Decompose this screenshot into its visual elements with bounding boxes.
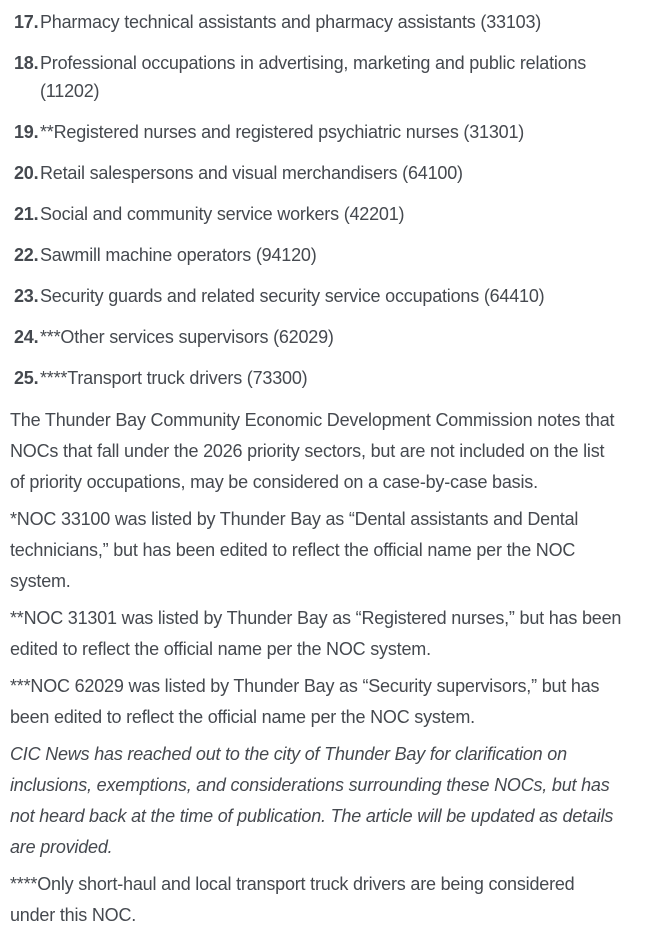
list-item-text: Professional occupations in advertising, marketing and public relations (11202) (40, 53, 587, 101)
list-item-text: **Registered nurses and registered psychiatric nurses (31301) (40, 122, 525, 142)
paragraph-footnote-noc-31301: **NOC 31301 was listed by Thunder Bay as “Registered nurses,” but has been edited to reflect the official name per the NOC system. (10, 608, 622, 659)
list-item (14, 159, 655, 187)
list-item (14, 8, 655, 36)
list-item-number: 25. (14, 368, 39, 388)
list-item (14, 282, 655, 310)
priority-occupations-list (10, 8, 655, 392)
list-item-number: 20. (14, 163, 39, 183)
list-item-number: 21. (14, 204, 39, 224)
paragraph-footnote-noc-62029: ***NOC 62029 was listed by Thunder Bay as “Security supervisors,” but has been edited to reflect the official name per the NOC system. (10, 676, 600, 727)
paragraph-commission-note: The Thunder Bay Community Economic Development Commission notes that NOCs that fall under the 2026 priority sectors, but are not included on the list of priority occupations, may be considered on a case-by-case basis. (10, 410, 615, 492)
paragraph-editorial-note: CIC News has reached out to the city of Thunder Bay for clarification on inclusions, exemptions, and considerations surrounding these NOCs, but has not heard back at the time of publication. The article will be updated as details are provided. (10, 744, 614, 857)
list-item-text: ****Transport truck drivers (73300) (40, 368, 308, 388)
list-item-text: Pharmacy technical assistants and pharmacy assistants (33103) (40, 12, 542, 32)
list-item (14, 49, 655, 105)
list-item-text: Security guards and related security service occupations (64410) (40, 286, 545, 306)
list-item (14, 118, 655, 146)
list-item-number: 18. (14, 53, 39, 73)
list-item (14, 241, 655, 269)
list-item (14, 364, 655, 392)
list-item-number: 24. (14, 327, 39, 347)
list-item (14, 323, 655, 351)
list-item-text: ***Other services supervisors (62029) (40, 327, 334, 347)
paragraph-footnote-transport: ****Only short-haul and local transport truck drivers are being considered under this NOC. (10, 874, 575, 925)
list-item-number: 17. (14, 12, 39, 32)
paragraph-footnote-noc-33100: *NOC 33100 was listed by Thunder Bay as “Dental assistants and Dental technicians,” but has been edited to reflect the official name per the NOC system. (10, 509, 579, 591)
list-item-text: Retail salespersons and visual merchandisers (64100) (40, 163, 463, 183)
list-item (14, 200, 655, 228)
list-item-text: Sawmill machine operators (94120) (40, 245, 317, 265)
list-item-number: 22. (14, 245, 39, 265)
list-item-number: 23. (14, 286, 39, 306)
list-item-number: 19. (14, 122, 39, 142)
list-item-text: Social and community service workers (42201) (40, 204, 405, 224)
